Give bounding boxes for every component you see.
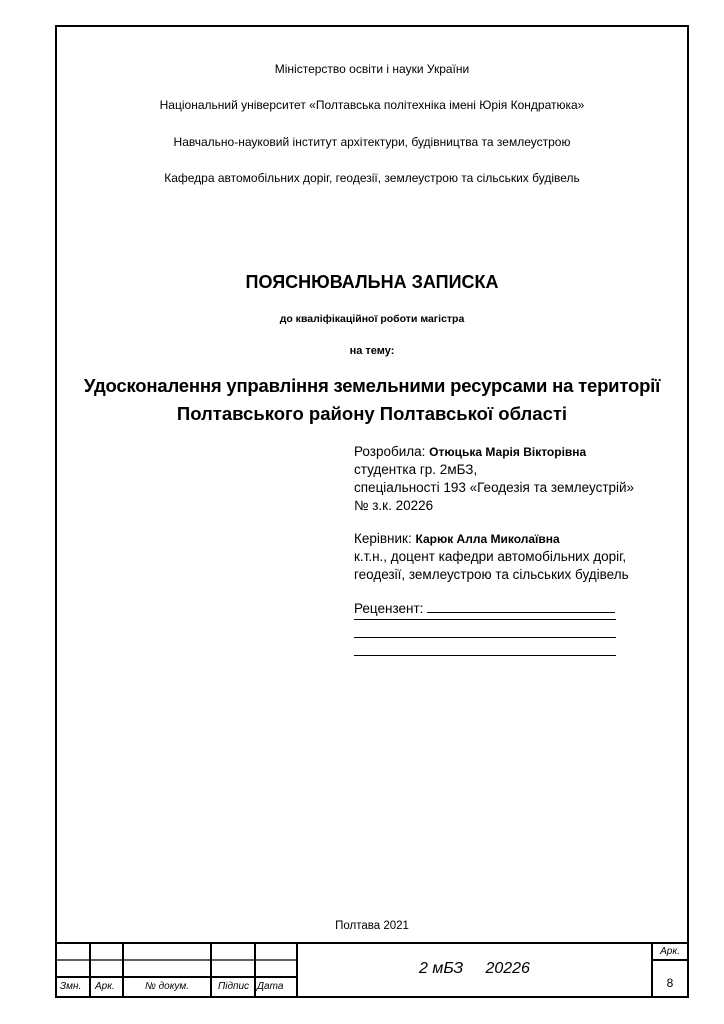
- author-record: № з.к. 20226: [354, 498, 434, 513]
- author-line: [354, 443, 586, 461]
- stamp-sheet-label: Арк.: [660, 946, 680, 957]
- university-heading: Національний університет «Полтавська політехніка імені Юрія Кондратюка»: [159, 98, 585, 112]
- document-subtitle: до кваліфікаційної роботи магістра: [279, 313, 465, 325]
- stamp-col-docnum: № докум.: [145, 981, 190, 992]
- topic-line-2: Полтавського району Полтавської області: [176, 403, 568, 424]
- supervisor-name: Карюк Алла Миколаївна: [415, 532, 560, 546]
- supervisor-line: [354, 530, 560, 548]
- sheet-number: 8: [666, 976, 674, 990]
- reviewer-blank-line: [354, 637, 616, 638]
- author-name: Отюцька Марія Вікторівна: [429, 445, 587, 459]
- author-label: Розробила:: [354, 444, 426, 459]
- stamp-col-date: Дата: [257, 981, 284, 992]
- reviewer-blank-line: [354, 655, 616, 656]
- stamp-col-change: Змн.: [60, 981, 82, 992]
- reviewer-blank-line: [354, 619, 616, 620]
- city-year: Полтава 2021: [335, 920, 409, 932]
- topic-line-1: Удосконалення управління земельними ресурсами на території: [83, 375, 661, 396]
- reviewer-line: [354, 600, 615, 618]
- supervisor-label: Керівник:: [354, 531, 412, 546]
- document-title: ПОЯСНЮВАЛЬНА ЗАПИСКА: [245, 272, 499, 292]
- stamp-col-sheet: Арк.: [95, 981, 115, 992]
- supervisor-position-2: геодезії, землеустрою та сільських будівель: [354, 567, 629, 582]
- reviewer-blank: [427, 600, 615, 613]
- department-heading: Кафедра автомобільних доріг, геодезії, землеустрою та сільських будівель: [164, 171, 580, 185]
- topic-label: на тему:: [349, 345, 395, 357]
- stamp-col-signature: Підпис: [218, 981, 250, 992]
- author-specialty: спеціальності 193 «Геодезія та землеустрій»: [354, 480, 635, 495]
- institute-heading: Навчально-науковий інститут архітектури, будівництва та землеустрою: [173, 135, 571, 149]
- reviewer-label: Рецензент:: [354, 601, 424, 616]
- author-group: студентка гр. 2мБЗ,: [354, 462, 478, 477]
- supervisor-position-1: к.т.н., доцент кафедри автомобільних доріг,: [354, 549, 627, 564]
- ministry-heading: Міністерство освіти і науки України: [274, 62, 470, 76]
- document-code: 2 мБЗ 20226: [419, 960, 530, 977]
